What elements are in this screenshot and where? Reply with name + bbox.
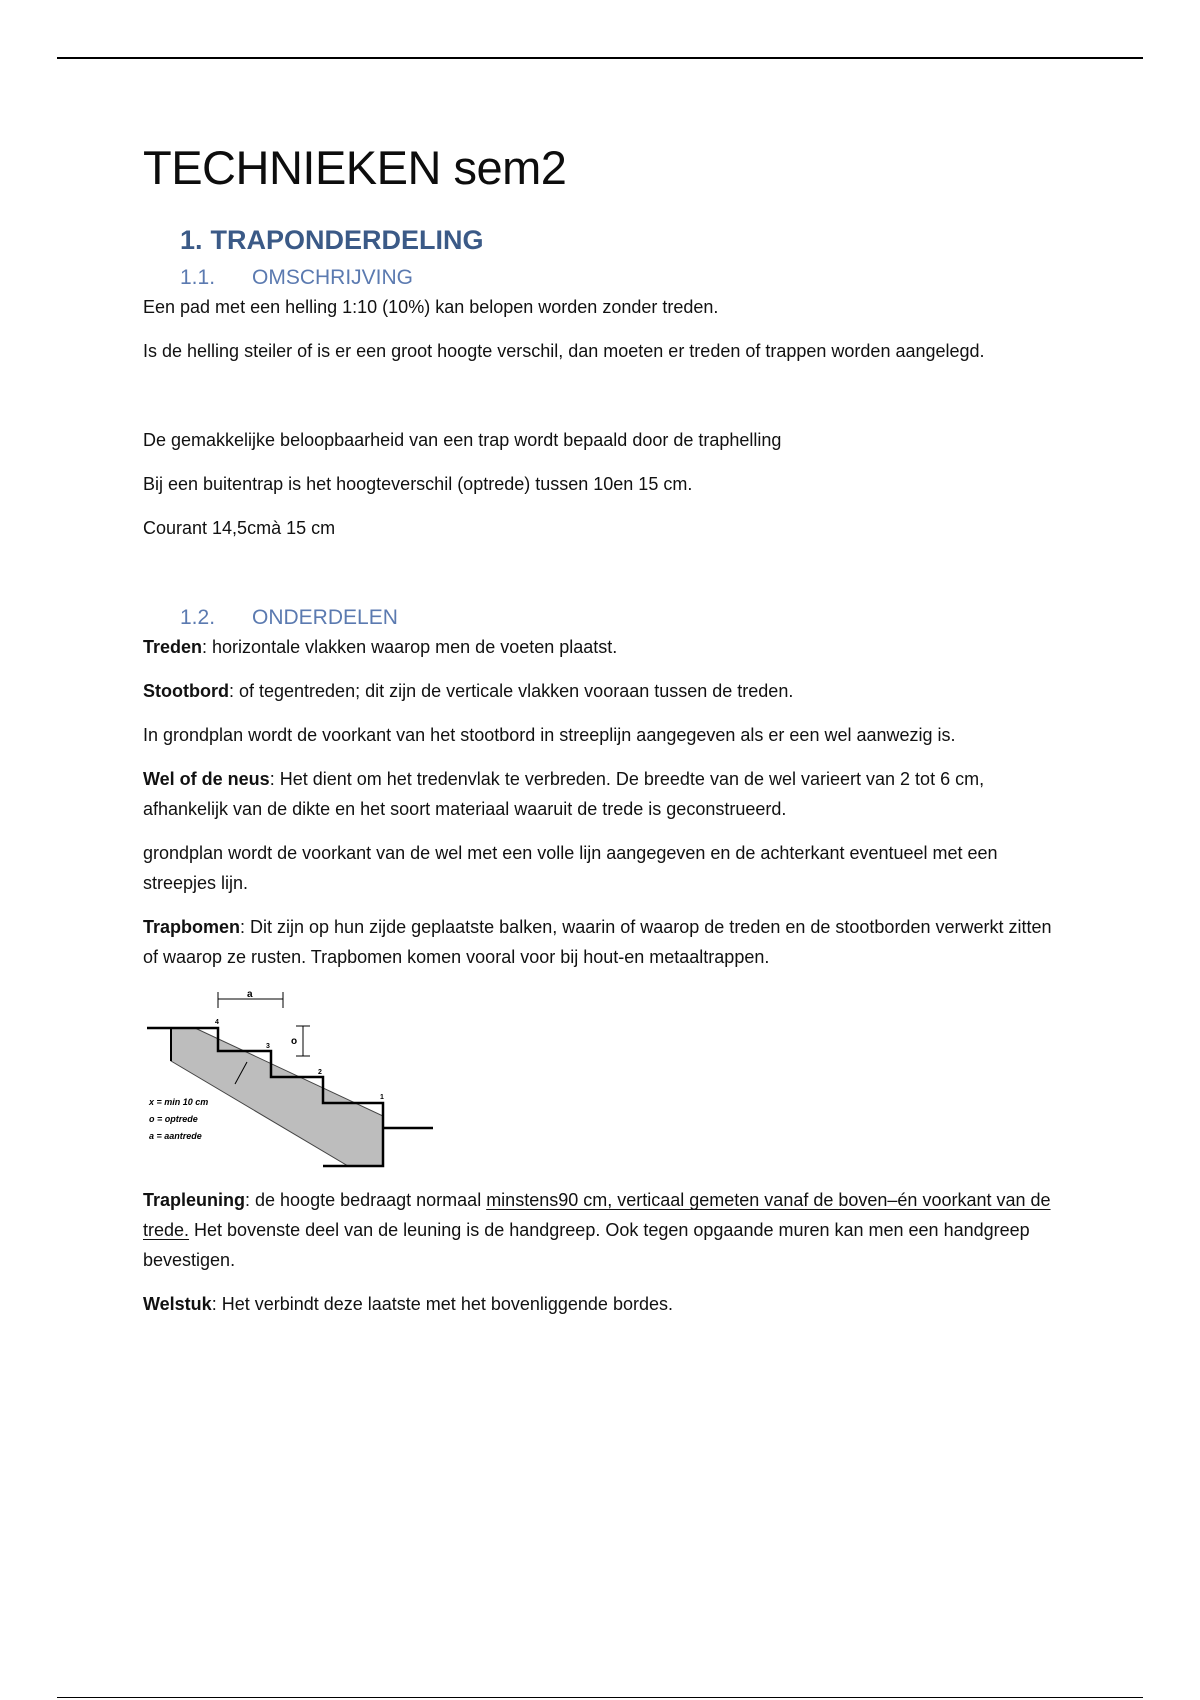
header-rule: [57, 57, 1143, 59]
text-welstuk: : Het verbindt deze laatste met het bovenliggende bordes.: [211, 1294, 673, 1315]
step-number-4: 4: [215, 1019, 219, 1027]
legend-a: a = aantrede: [149, 1131, 202, 1142]
heading-1-2: [180, 605, 1053, 631]
paragraph-steiler: Is de helling steiler of is er een groot hoogte verschil, dan moeten er treden of trappen worden aangelegd.: [143, 341, 985, 362]
document-body: [143, 140, 1053, 1333]
term-treden: Treden: [143, 637, 203, 658]
paragraph-wel: [143, 764, 1053, 824]
paragraph-beloopbaarheid: De gemakkelijke beloopbaarheid van een trap wordt bepaald door de traphelling: [143, 430, 782, 451]
text-trapleuning-pre: : de hoogte bedraagt normaal: [245, 1190, 487, 1211]
paragraph-helling: Een pad met een helling 1:10 (10%) kan belopen worden zonder treden.: [143, 297, 719, 318]
paragraph-courant: Courant 14,5cmà 15 cm: [143, 518, 336, 539]
stair-diagram-svg: [143, 986, 433, 1171]
dim-a-label: a: [247, 989, 253, 1001]
stair-diagram: [143, 986, 433, 1171]
heading-1-2-number: 1.2.: [180, 606, 216, 630]
step-number-3: 3: [266, 1043, 270, 1051]
text-trapleuning-underlined: minstens90 cm, verticaal gemeten vanaf de boven–én voorkant van de trede.: [143, 1190, 1051, 1241]
paragraph-welstuk: [143, 1289, 1053, 1319]
heading-1-1-title: OMSCHRIJVING: [252, 265, 414, 289]
paragraph-grondplan-wel: grondplan wordt de voorkant van de wel met een volle lijn aangegeven en de achterkant eventueel met een streepjes lijn.: [143, 843, 998, 894]
document-title: TECHNIEKEN sem2: [143, 141, 567, 194]
text-trapleuning-post: Het bovenste deel van de leuning is de handgreep. Ook tegen opgaande muren kan men een handgreep bevestigen.: [143, 1220, 1030, 1271]
heading-1-1-number: 1.1.: [180, 265, 216, 289]
heading-1-1: [180, 265, 1053, 291]
footer-rule: [57, 1697, 1143, 1698]
heading-1-number: 1.: [180, 225, 203, 256]
text-stootbord: : of tegentreden; dit zijn de verticale vlakken vooraan tussen de treden.: [228, 681, 794, 702]
term-stootbord: Stootbord: [143, 681, 229, 702]
paragraph-grondplan-stootbord: In grondplan wordt de voorkant van het stootbord in streeplijn aangegeven als er een wel aanwezig is.: [143, 725, 956, 746]
term-welstuk: Welstuk: [143, 1294, 212, 1315]
term-trapbomen: Trapbomen: [143, 917, 241, 938]
heading-1: [180, 224, 1053, 256]
dim-o-label: o: [291, 1036, 298, 1048]
step-number-1: 1: [380, 1094, 384, 1102]
term-wel: Wel of de neus: [143, 769, 270, 790]
spacer: [143, 380, 1053, 425]
paragraph-treden: [143, 632, 1053, 662]
paragraph-stootbord: [143, 676, 1053, 706]
paragraph-trapbomen: [143, 912, 1053, 972]
paragraph-buitentrap: Bij een buitentrap is het hoogteverschil (optrede) tussen 10en 15 cm.: [143, 474, 693, 495]
legend-x: x = min 10 cm: [149, 1097, 209, 1108]
legend-o: o = optrede: [149, 1114, 198, 1125]
text-wel: : Het dient om het tredenvlak te verbreden. De breedte van de wel varieert van 2 tot 6 cm, afhankelijk van de dikte en het soort materiaal waaruit de trede is geconstrueerd.: [143, 769, 985, 820]
heading-1-title: TRAPONDERDELING: [210, 225, 484, 256]
text-trapbomen: : Dit zijn op hun zijde geplaatste balken, waarin of waarop de treden en de stootborden verwerkt zitten of waarop ze rusten. Trapbomen komen vooral voor bij hout-en metaaltrappen.: [143, 917, 1052, 968]
step-number-2: 2: [318, 1069, 322, 1077]
text-treden: : horizontale vlakken waarop men de voeten plaatst.: [202, 637, 618, 658]
term-trapleuning: Trapleuning: [143, 1190, 246, 1211]
paragraph-trapleuning: [143, 1185, 1053, 1275]
heading-1-2-title: ONDERDELEN: [252, 606, 398, 630]
